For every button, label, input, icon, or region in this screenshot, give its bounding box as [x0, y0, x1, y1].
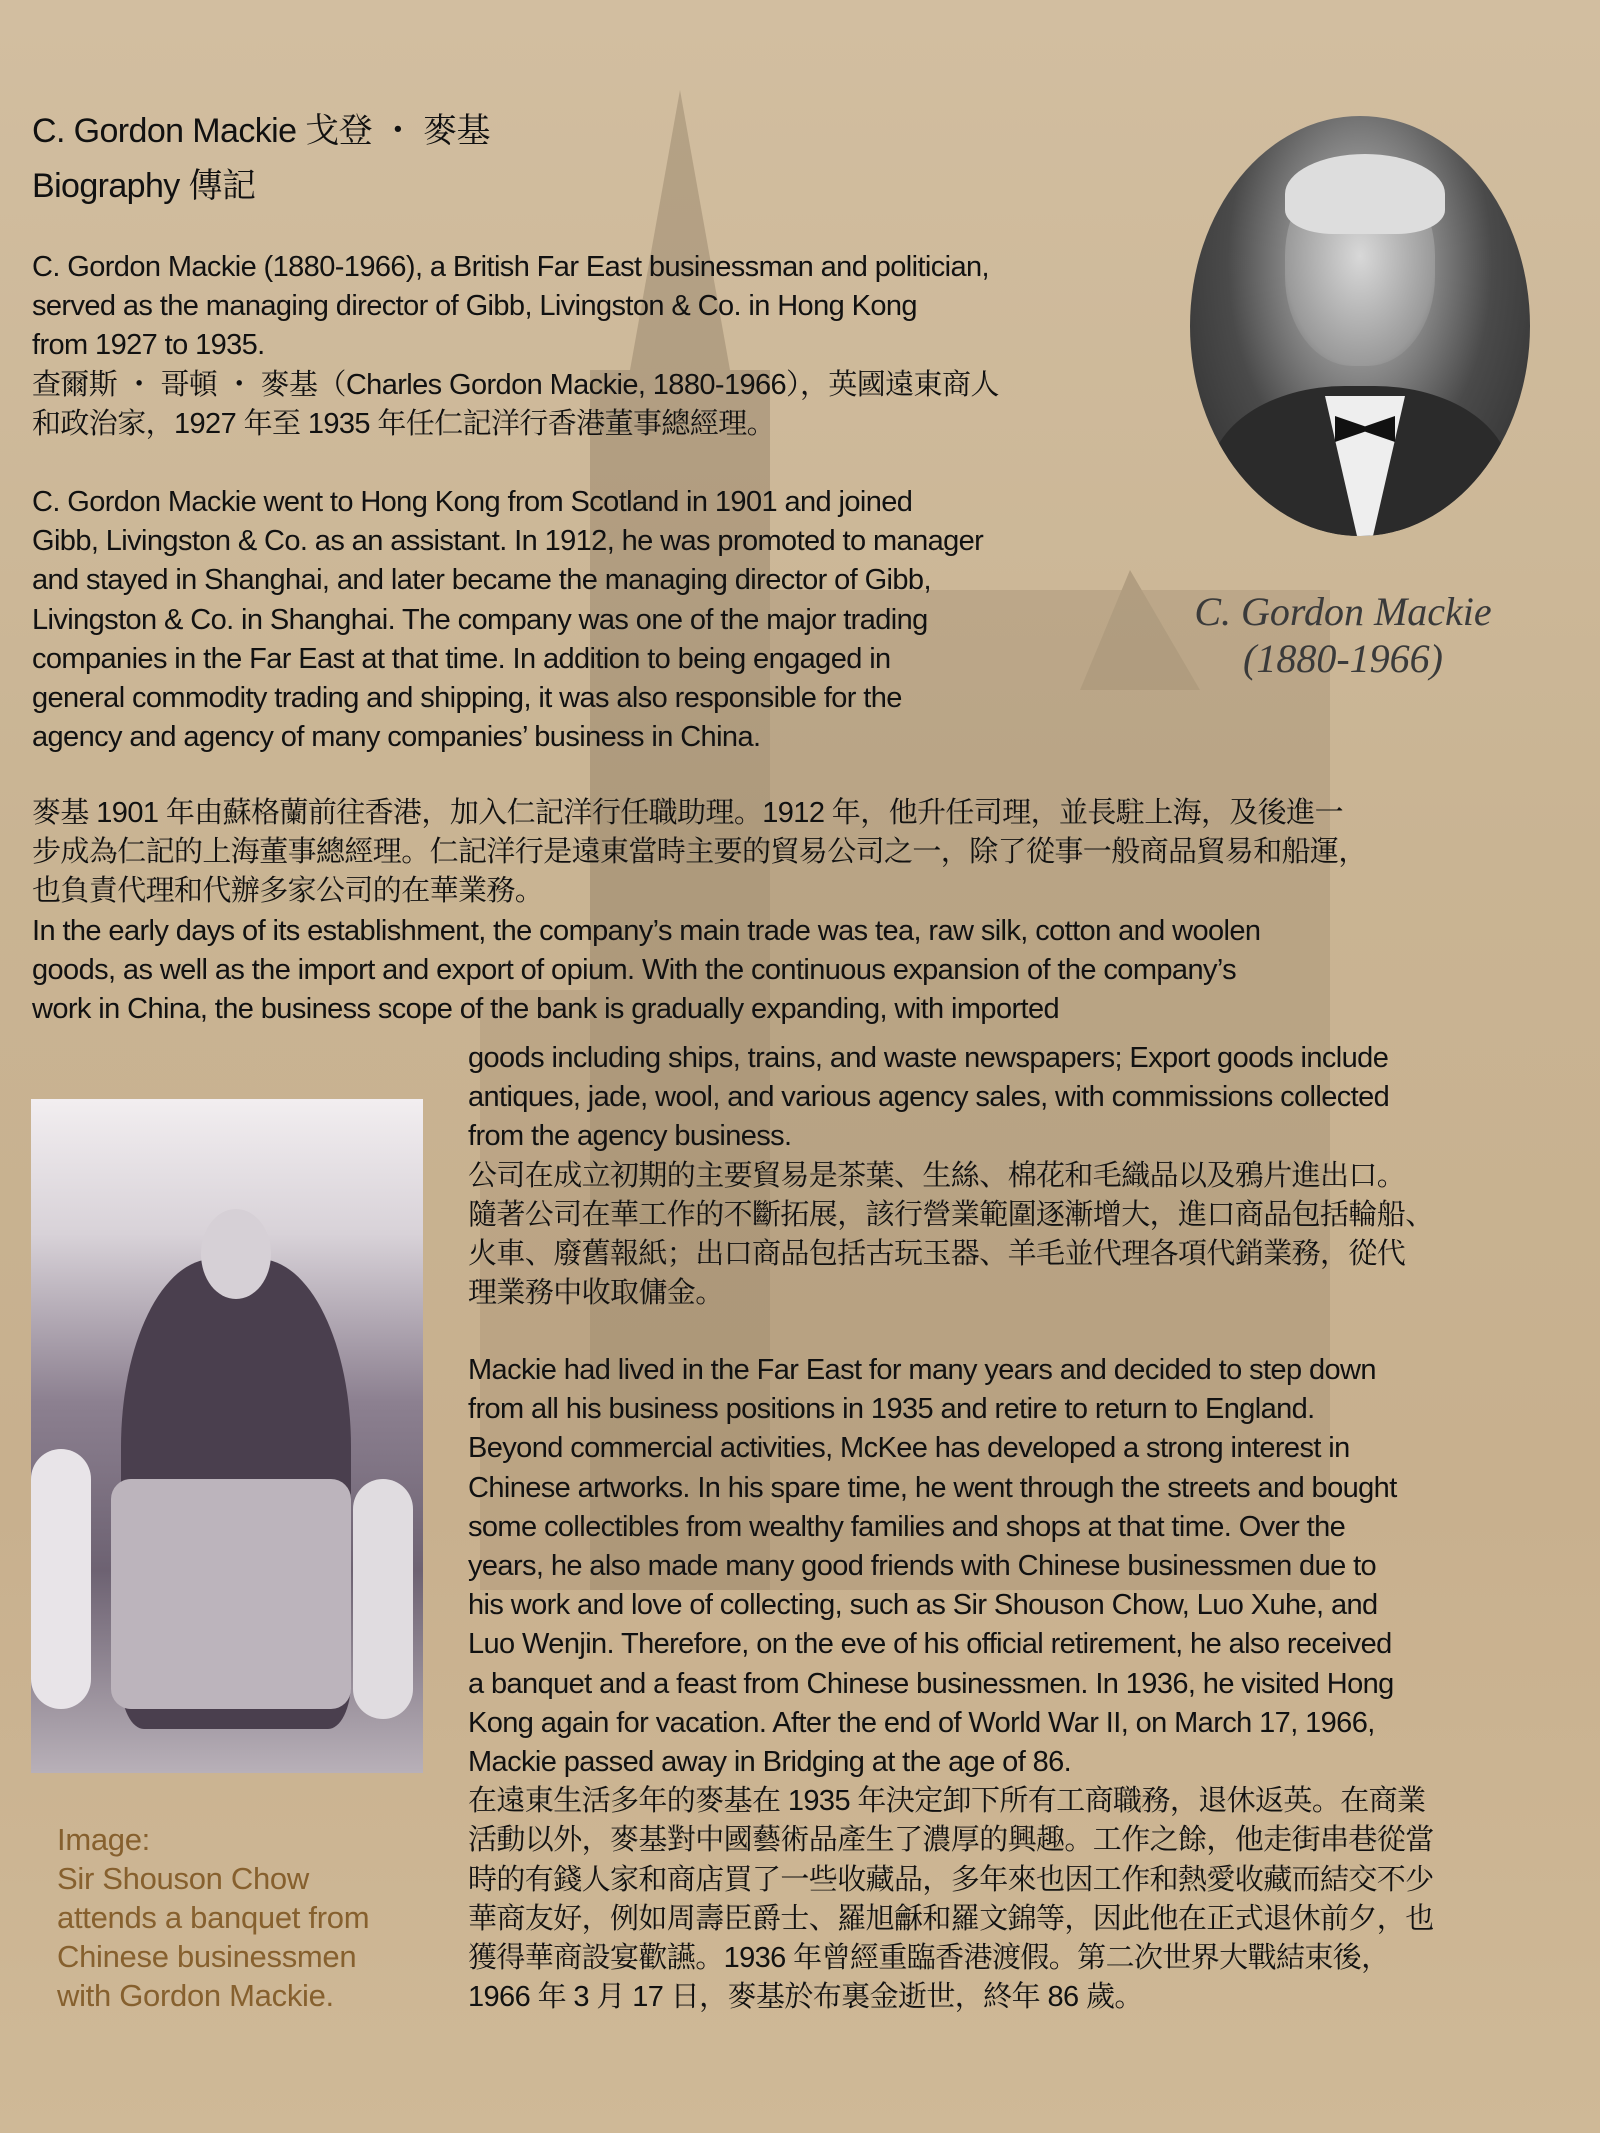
text-line: 獲得華商設宴歡讌。1936 年曾經重臨香港渡假。第二次世界大戰結束後，	[468, 1942, 1390, 1975]
text-line: 華商友好，例如周壽臣爵士、羅旭龢和羅文錦等，因此他在正式退休前夕，也	[468, 1902, 1434, 1935]
photo-caption-line: Sir Shouson Chow	[57, 1861, 309, 1896]
text-line: 理業務中收取傭金。	[468, 1277, 724, 1310]
text-line: 步成為仁記的上海董事總經理。仁記洋行是遠東當時主要的貿易公司之一，除了從事一般商品貿易和船運，	[32, 836, 1367, 869]
text-line: 也負責代理和代辦多家公司的在華業務。	[32, 875, 544, 908]
text-line: Chinese artworks. In his spare time, he went through the streets and bought	[468, 1471, 1397, 1504]
text-line: Mackie had lived in the Far East for many years and decided to step down	[468, 1354, 1376, 1386]
paragraph-career-zh-and-trade	[32, 794, 1367, 1029]
text-line: a banquet and a feast from Chinese businessmen. In 1936, he visited Hong	[468, 1667, 1394, 1700]
text-line: some collectibles from wealthy families and shops at that time. Over the	[468, 1510, 1346, 1543]
portrait-caption-name: C. Gordon Mackie	[1194, 589, 1492, 634]
photo-caption-line: attends a banquet from	[57, 1900, 370, 1935]
text-line: 查爾斯 ・ 哥頓 ・ 麥基（Charles Gordon Mackie, 1880-1966），英國遠東商人	[32, 368, 999, 401]
text-line: work in China, the business scope of the bank is gradually expanding, with imported	[32, 993, 1060, 1026]
text-line: agency and agency of many companies’ business in China.	[32, 721, 761, 754]
portrait-caption	[1143, 588, 1543, 682]
page-subtitle: Biography 傳記	[32, 167, 256, 205]
text-line: 活動以外，麥基對中國藝術品產生了濃厚的興趣。工作之餘，他走街串巷從當	[468, 1824, 1434, 1857]
text-line: from the agency business.	[468, 1120, 792, 1153]
text-line: from 1927 to 1935.	[32, 329, 265, 362]
text-line: antiques, jade, wool, and various agency sales, with commissions collected	[468, 1081, 1390, 1114]
text-line: general commodity trading and shipping, it was also responsible for the	[32, 682, 902, 715]
text-line: his work and love of collecting, such as Sir Shouson Chow, Luo Xuhe, and	[468, 1589, 1378, 1622]
text-line: from all his business positions in 1935 and retire to return to England.	[468, 1393, 1315, 1426]
text-line: In the early days of its establishment, the company’s main trade was tea, raw silk, cotton and woolen	[32, 914, 1261, 947]
text-line: 在遠東生活多年的麥基在 1935 年決定卸下所有工商職務，退休返英。在商業	[468, 1785, 1426, 1818]
text-line: 麥基 1901 年由蘇格蘭前往香港，加入仁記洋行任職助理。1912 年，他升任司理，並長駐上海，及後進一	[32, 797, 1344, 829]
text-line: goods including ships, trains, and waste newspapers; Export goods include	[468, 1042, 1389, 1074]
text-line: goods, as well as the import and export of opium. With the continuous expansion of the company’s	[32, 953, 1237, 986]
paragraph-retirement	[468, 1351, 1434, 2017]
text-line: and stayed in Shanghai, and later became the managing director of Gibb,	[32, 564, 931, 597]
text-line: years, he also made many good friends with Chinese businessmen due to	[468, 1550, 1377, 1583]
text-line: 時的有錢人家和商店買了一些收藏品，多年來也因工作和熱愛收藏而結交不少	[468, 1863, 1434, 1896]
photo-caption-line: Image:	[57, 1822, 150, 1857]
text-line: 火車、廢舊報紙；出口商品包括古玩玉器、羊毛並代理各項代銷業務，從代	[468, 1238, 1406, 1271]
photo-sir-shouson-chow	[31, 1099, 423, 1773]
text-line: Mackie passed away in Bridging at the age of 86.	[468, 1746, 1072, 1779]
portrait-caption-years: (1880-1966)	[1243, 636, 1443, 681]
photo-caption-line: Chinese businessmen	[57, 1939, 357, 1974]
text-line: Kong again for vacation. After the end of World War II, on March 17, 1966,	[468, 1706, 1375, 1739]
paragraph-career	[32, 483, 983, 757]
text-line: Beyond commercial activities, McKee has developed a strong interest in	[468, 1432, 1350, 1465]
photo-caption-line: with Gordon Mackie.	[57, 1978, 334, 2013]
page-title: C. Gordon Mackie 戈登 ・ 麥基	[32, 112, 490, 150]
text-line: 隨著公司在華工作的不斷拓展，該行營業範圍逐漸增大，進口商品包括輪船、	[468, 1198, 1434, 1231]
photo-caption	[57, 1820, 369, 2015]
text-line: Livingston & Co. in Shanghai. The company was one of the major trading	[32, 603, 928, 636]
text-line: companies in the Far East at that time. In addition to being engaged in	[32, 642, 891, 675]
paragraph-intro	[32, 248, 999, 444]
portrait-photo-gordon-mackie	[1190, 116, 1530, 536]
text-line: Luo Wenjin. Therefore, on the eve of his official retirement, he also received	[468, 1628, 1392, 1661]
paragraph-trade-goods	[468, 1039, 1434, 1313]
text-line: Gibb, Livingston & Co. as an assistant. In 1912, he was promoted to manager	[32, 525, 984, 558]
text-line: 公司在成立初期的主要貿易是茶葉、生絲、棉花和毛織品以及鴉片進出口。	[468, 1159, 1406, 1192]
text-line: 1966 年 3 月 17 日，麥基於布裏金逝世，終年 86 歲。	[468, 1981, 1143, 2014]
text-line: 和政治家，1927 年至 1935 年任仁記洋行香港董事總經理。	[32, 407, 775, 440]
text-line: C. Gordon Mackie went to Hong Kong from Scotland in 1901 and joined	[32, 486, 913, 518]
text-line: served as the managing director of Gibb, Livingston & Co. in Hong Kong	[32, 290, 917, 323]
text-line: C. Gordon Mackie (1880-1966), a British Far East businessman and politician,	[32, 251, 989, 283]
